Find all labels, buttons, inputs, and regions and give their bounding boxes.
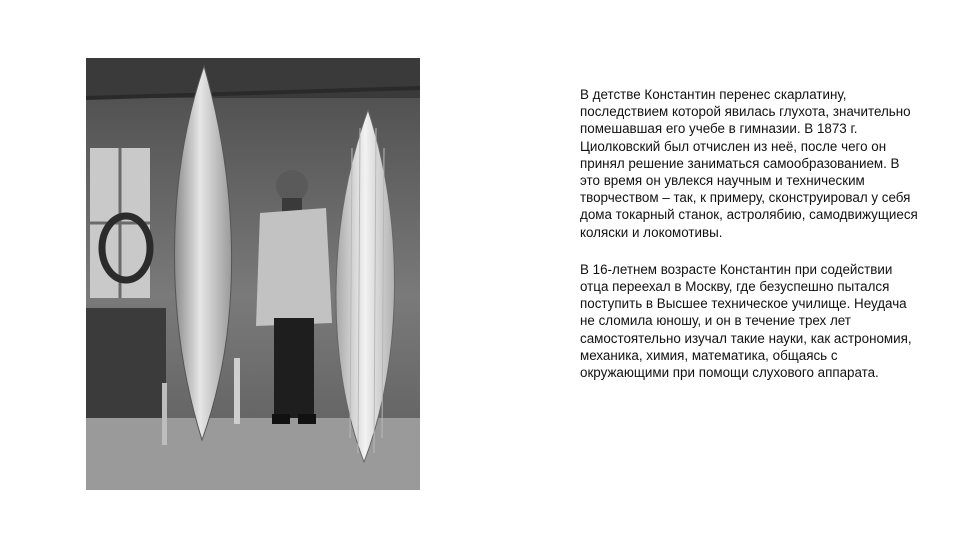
photo-illustration — [86, 58, 420, 490]
historical-photo — [86, 58, 420, 490]
paragraph-childhood: В детстве Константин перенес скарлатину, последствием которой явилась глухота, значительно помешавшая его учебе в гимназии. В 1873 г. Циолковский был отчислен из неё, после чего он принял решение заниматься самообразованием. В это время он увлекся научным и техническим творчеством – так, к примеру, сконструировал у себя дома токарный станок, астролябию, самодвижущиеся коляски и локомотивы. — [580, 87, 918, 240]
paragraph-moscow: В 16-летнем возрасте Константин при содействии отца переехал в Москву, где безуспешно пытался поступить в Высшее техническое училище. Неудача не сломила юношу, и он в течение трех лет самостоятельно изучал такие науки, как астрономия, механика, химия, математика, общаясь с окружающими при помощи слухового аппарата. — [580, 261, 912, 381]
biography-text — [580, 86, 920, 401]
